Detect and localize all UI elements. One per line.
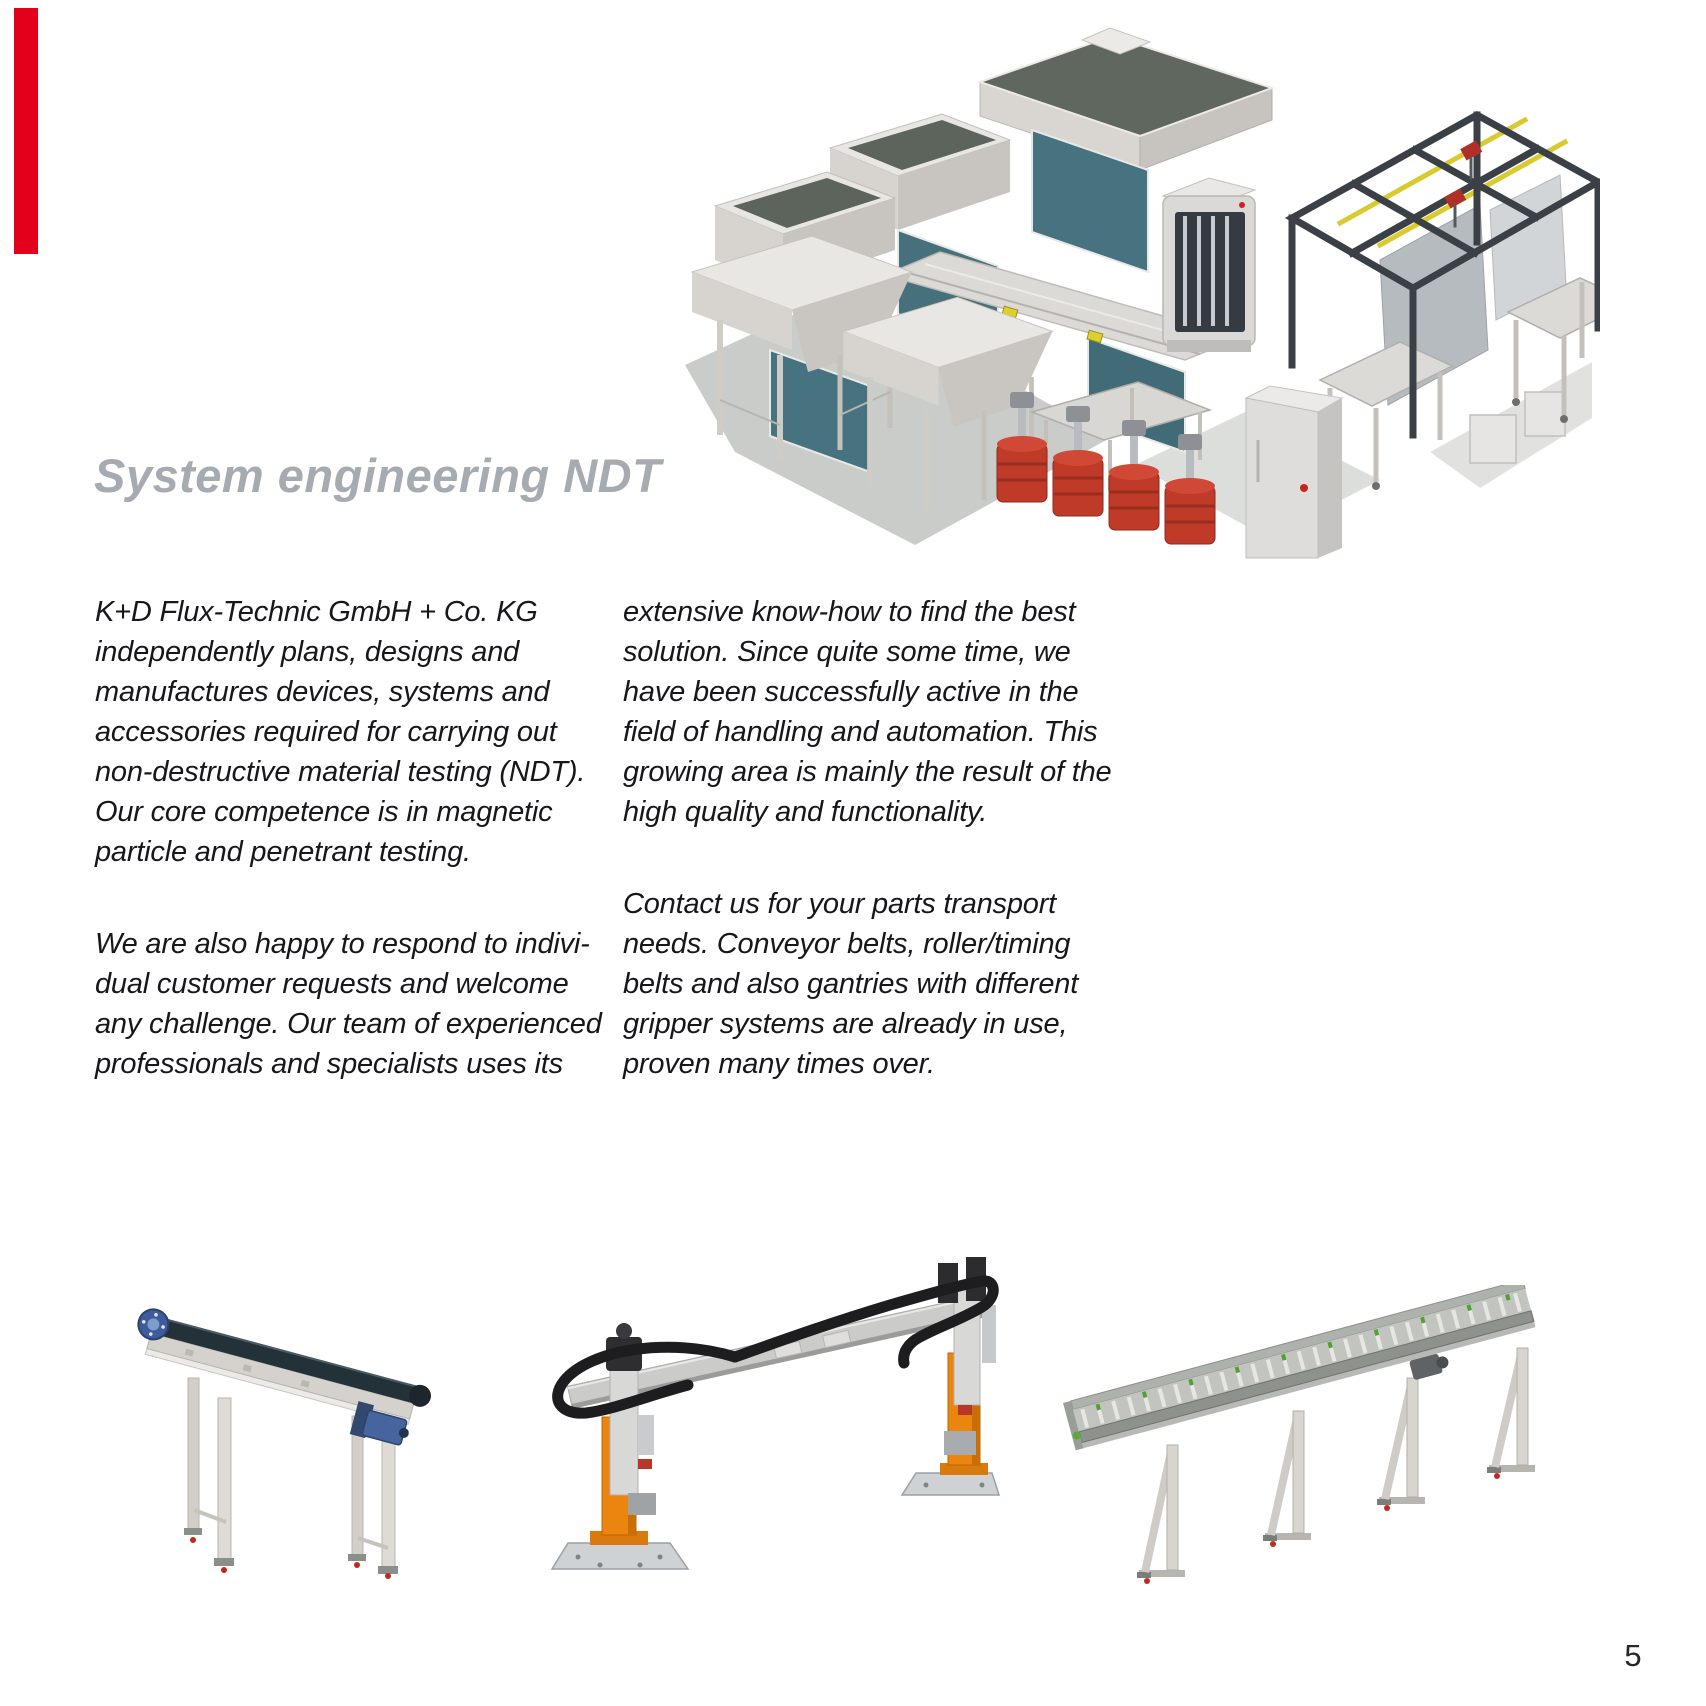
text-line: field of handling and automation. This bbox=[623, 716, 1098, 748]
electrical-cabinet bbox=[1246, 386, 1342, 558]
text-line: extensive know-how to find the best bbox=[623, 596, 1076, 628]
text-line: belts and also gantries with different bbox=[623, 968, 1079, 1000]
text-line: growing area is mainly the result of the bbox=[623, 756, 1112, 788]
text-line: high quality and functionality. bbox=[623, 796, 988, 828]
text-line: solution. Since quite some time, we bbox=[623, 636, 1071, 668]
text-line: any challenge. Our team of experienced bbox=[95, 1008, 602, 1040]
text-line: Contact us for your parts transport bbox=[623, 888, 1057, 920]
text-line: Our core competence is in magnetic bbox=[95, 796, 553, 828]
text-line: independently plans, designs and bbox=[95, 636, 520, 668]
page-title: System engineering NDT bbox=[94, 449, 662, 502]
text-column-right bbox=[623, 592, 1143, 1084]
text-line: We are also happy to respond to indivi- bbox=[95, 928, 590, 960]
text-line: dual customer requests and welcome bbox=[95, 968, 569, 1000]
text-line: gripper systems are already in use, bbox=[623, 1008, 1068, 1040]
text-line: proven many times over. bbox=[623, 1048, 935, 1080]
text-line: have been successfully active in the bbox=[623, 676, 1079, 708]
text-line: particle and penetrant testing. bbox=[95, 836, 471, 868]
ndt-system-illustration bbox=[680, 20, 1600, 560]
text-line: professionals and specialists uses its bbox=[95, 1048, 563, 1080]
text-line: K+D Flux-Technic GmbH + Co. KG bbox=[95, 596, 538, 628]
paragraph bbox=[95, 924, 615, 1084]
control-tower bbox=[1163, 178, 1255, 352]
text-line: accessories required for carrying out bbox=[95, 716, 557, 748]
paragraph bbox=[623, 592, 1143, 832]
page-number: 5 bbox=[1624, 1638, 1642, 1673]
conveyor-beam bbox=[130, 1306, 434, 1452]
back-machine bbox=[980, 28, 1272, 170]
roller-conveyor-image bbox=[1055, 1285, 1545, 1585]
text-line: non-destructive material testing (NDT). bbox=[95, 756, 586, 788]
paragraph bbox=[95, 592, 615, 872]
belt-conveyor-image bbox=[130, 1270, 470, 1580]
gantry-image bbox=[530, 1245, 1000, 1585]
red-edge-bar bbox=[14, 8, 38, 254]
text-line: needs. Conveyor belts, roller/timing bbox=[623, 928, 1071, 960]
text-column-left bbox=[95, 592, 615, 1084]
paragraph bbox=[623, 884, 1143, 1084]
text-line: manufactures devices, systems and bbox=[95, 676, 550, 708]
